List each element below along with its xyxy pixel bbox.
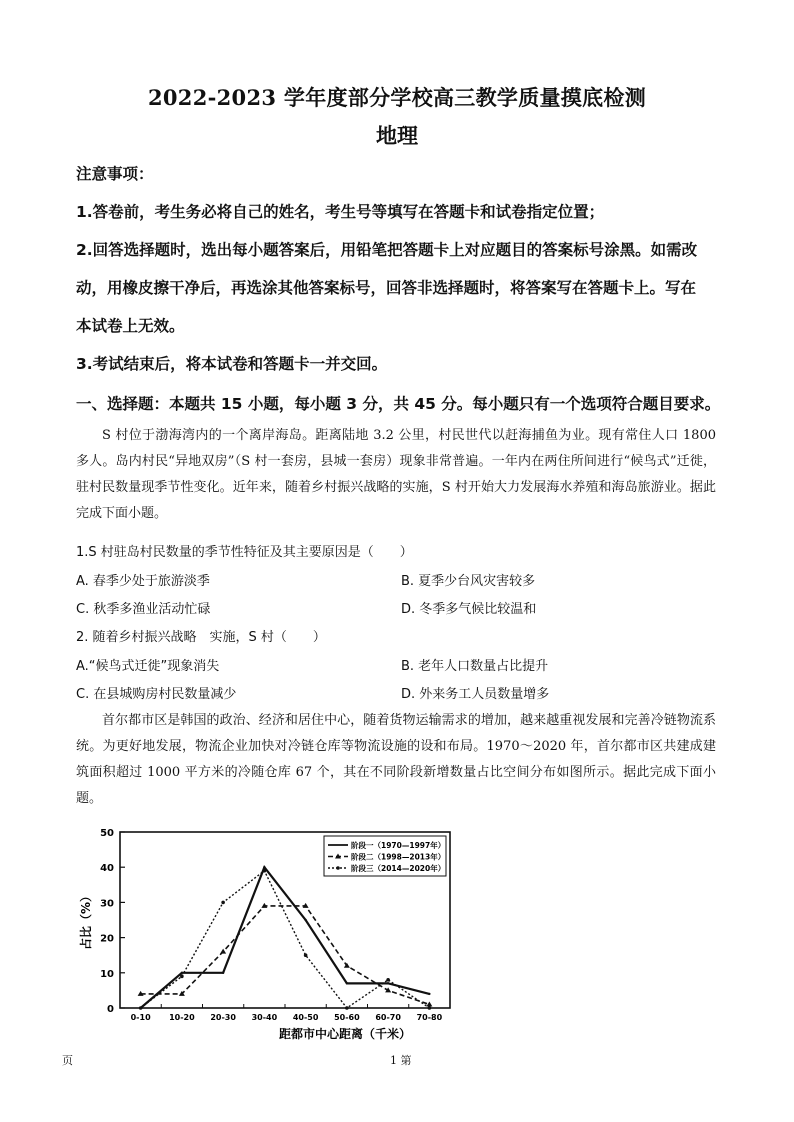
question-2-stem: 2. 随着乡村振兴战略 实施，S 村（ ）: [76, 630, 326, 645]
series-2-point: [426, 1001, 432, 1006]
y-axis-label: 占比（%）: [79, 889, 93, 951]
question-1-option-a: A. 春季少处于旅游淡季: [76, 574, 210, 589]
question-2-option-b: B. 老年人口数量占比提升: [401, 659, 549, 674]
x-tick-label: 30-40: [251, 1013, 278, 1022]
notice-item-3: 3.考试结束后，将本试卷和答题卡一并交回。: [76, 355, 388, 373]
series-1-point: [181, 972, 183, 974]
y-axis: [78, 828, 125, 1015]
legend-label-2: 阶段二（1998—2013年）: [351, 852, 446, 862]
question-1-option-d: D. 冬季多气候比较温和: [401, 602, 537, 617]
question-1-option-c: C. 秋季多渔业活动忙碌: [76, 602, 211, 617]
question-2-option-d: D. 外来务工人员数量增多: [401, 687, 550, 702]
x-tick-label: 0-10: [130, 1013, 151, 1022]
notice-item-2-line-2: 动，用橡皮擦干净后，再选涂其他答案标号，回答非选择题时，将答案写在答题卡上。写在: [76, 279, 697, 297]
notice-item-2-line-3: 本试卷上无效。: [76, 317, 185, 335]
x-tick-label: 40-50: [292, 1013, 319, 1022]
notice-heading: 注意事项：: [76, 165, 154, 183]
y-tick-label: 0: [107, 1004, 114, 1015]
legend-label-3: 阶段三（2014—2020年）: [351, 864, 446, 873]
footer-left: 页: [62, 1054, 73, 1067]
series-1-point: [346, 982, 348, 984]
series-3-point: [304, 953, 308, 957]
series-line-3: [141, 871, 430, 1008]
series-line-2: [141, 906, 430, 1005]
chart-legend: [324, 836, 446, 876]
x-axis: [131, 1004, 443, 1041]
x-tick-label: 20-30: [210, 1013, 236, 1022]
x-tick-label: 60-70: [375, 1013, 401, 1022]
x-axis-label: 距都市中心距离（千米）: [278, 1027, 412, 1041]
question-2-option-a: A.“候鸟式迁徙”现象消失: [76, 659, 220, 674]
series-line-1: [141, 867, 430, 1008]
footer-page-number: 1 第: [390, 1054, 412, 1067]
series-3-point: [386, 978, 390, 982]
y-tick-label: 10: [100, 968, 114, 980]
notice-item-2-line-1: 2.回答选择题时，选出每小题答案后，用铅笔把答题卡上对应题目的答案标号涂黑。如需改: [76, 241, 698, 259]
cold-storage-line-chart: [74, 822, 464, 1044]
exam-subject: 地理: [376, 123, 418, 148]
section-1-heading: 一、选择题：本题共 15 小题，每小题 3 分，共 45 分。每小题只有一个选项符合题目要求。: [76, 395, 721, 413]
x-tick-label: 70-80: [416, 1013, 443, 1022]
notice-item-1: 1.答卷前，考生务必将自己的姓名，考生号等填写在答题卡和试卷指定位置；: [76, 203, 605, 221]
passage-2: 首尔都市区是韩国的政治、经济和居住中心，随着货物运输需求的增加，越来越重视发展和完善冷链物流系统。为更好地发展，物流企业加快对冷链仓库等物流设施的设和布局。1970～2020 年，首尔都市区共建成建筑面积超过 1000 平方米的冷随仓库 67 个，其在不同阶段新增数量占比空间分布如图所示。据此完成下面小题。: [76, 713, 716, 806]
y-tick-label: 40: [100, 863, 114, 875]
question-1-stem: 1.S 村驻岛村民数量的季节性特征及其主要原因是（ ）: [76, 545, 413, 560]
series-3-point: [180, 975, 184, 979]
legend-marker-3: [336, 866, 340, 870]
series-1-point: [263, 866, 265, 868]
x-tick-label: 50-60: [334, 1013, 360, 1022]
exam-title: 2022-2023 学年度部分学校高三教学质量摸底检测: [147, 85, 647, 110]
series-1-point: [304, 919, 306, 921]
x-tick-label: 10-20: [169, 1013, 195, 1022]
legend-label-1: 阶段一（1970—1997年）: [351, 841, 446, 850]
series-1-point: [428, 993, 430, 995]
passage-1: S 村位于渤海湾内的一个离岸海岛。距离陆地 3.2 公里，村民世代以赶海捕鱼为业。现有常住人口 1800 多人。岛内村民“异地双房”（S 村一套房，县城一套房）现象非常普遍。一年内在两住所间进行“候鸟式”迁徙，驻村民数量现季节性变化。近年来，随着乡村振兴战略的实施，S 村开始大力发展海水养殖和海岛旅游业。据此完成下面小题。: [76, 428, 716, 521]
question-2-option-c: C. 在县城购房村民数量减少: [76, 687, 237, 702]
series-3-point: [263, 869, 267, 873]
chart-series: [138, 866, 433, 1010]
y-tick-label: 50: [100, 828, 114, 839]
series-3-point: [221, 901, 225, 905]
series-1-point: [387, 982, 389, 984]
y-tick-label: 20: [100, 933, 114, 945]
series-1-point: [222, 972, 224, 974]
series-2-point: [220, 949, 226, 954]
question-1-option-b: B. 夏季少台风灾害较多: [401, 574, 536, 589]
y-tick-label: 30: [100, 898, 114, 910]
